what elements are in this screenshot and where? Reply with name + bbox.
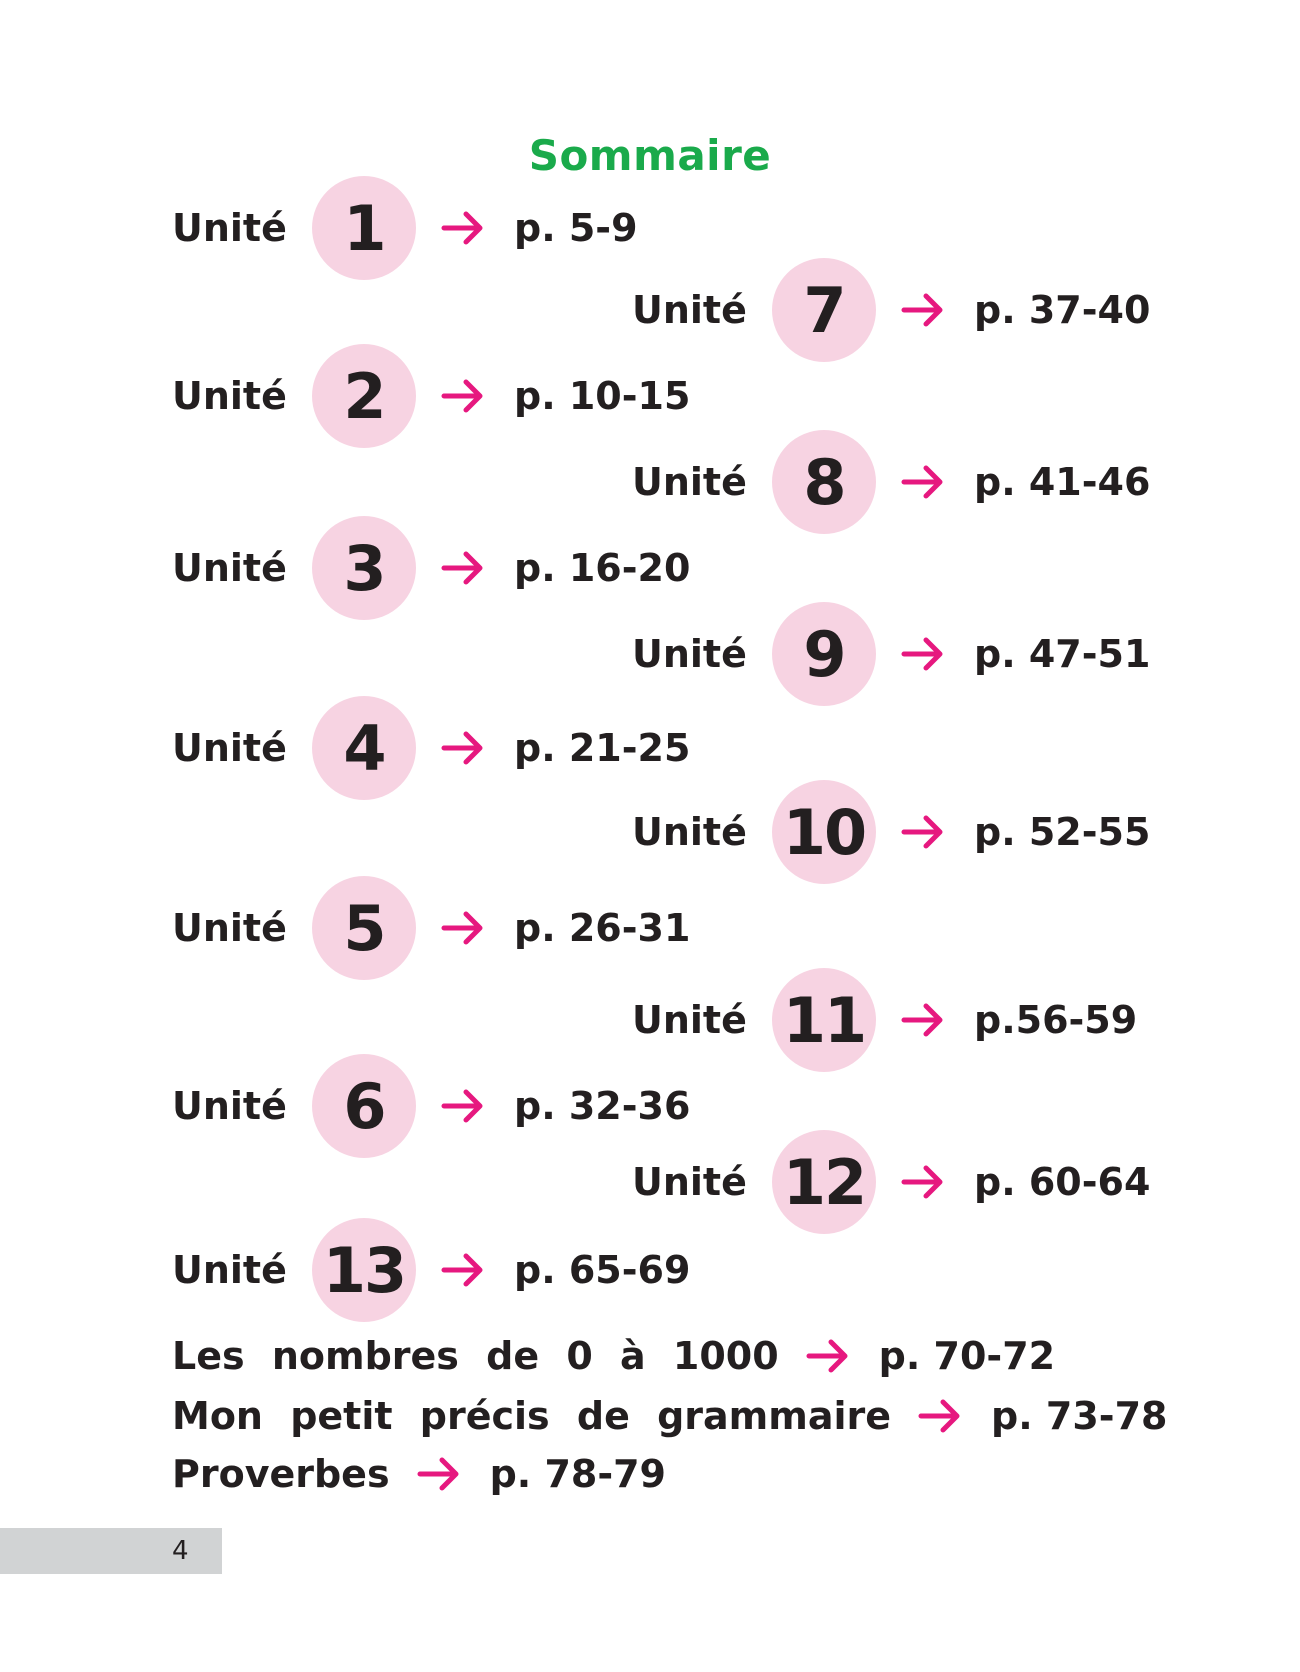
unit-pages: p. 52-55 [974, 810, 1151, 854]
unit-label: Unité [632, 810, 747, 854]
arrow-right-icon [900, 463, 948, 501]
arrow-right-icon [900, 635, 948, 673]
unit-pages: p. 37-40 [974, 288, 1151, 332]
extra-entry-pages: p. 70-72 [878, 1334, 1056, 1378]
unit-number-badge: 5 [312, 876, 416, 980]
unit-number-badge: 6 [312, 1054, 416, 1158]
unit-number-badge: 13 [312, 1218, 416, 1322]
unit-pages: p.56-59 [974, 998, 1138, 1042]
unit-number-badge: 10 [772, 780, 876, 884]
unit-number-badge: 9 [772, 602, 876, 706]
unit-row-9 [632, 602, 1192, 706]
unit-label: Unité [172, 374, 287, 418]
unit-number-badge: 4 [312, 696, 416, 800]
unit-pages: p. 41-46 [974, 460, 1151, 504]
unit-number-badge: 12 [772, 1130, 876, 1234]
unit-label: Unité [172, 906, 287, 950]
unit-pages: p. 26-31 [514, 906, 691, 950]
extra-entry-proverbs [172, 1444, 666, 1504]
unit-label: Unité [172, 206, 287, 250]
arrow-right-icon [900, 1001, 948, 1039]
unit-pages: p. 5-9 [514, 206, 638, 250]
unit-pages: p. 16-20 [514, 546, 691, 590]
extra-entry-pages: p. 78-79 [489, 1452, 666, 1496]
unit-number-badge: 7 [772, 258, 876, 362]
unit-pages: p. 60-64 [974, 1160, 1151, 1204]
arrow-right-icon [416, 1455, 464, 1493]
extra-entry-pages: p. 73-78 [991, 1394, 1168, 1438]
unit-number-badge: 11 [772, 968, 876, 1072]
unit-pages: p. 10-15 [514, 374, 691, 418]
unit-label: Unité [632, 288, 747, 332]
unit-row-10 [632, 780, 1192, 884]
page-number: 4 [172, 1536, 189, 1566]
arrow-right-icon [900, 1163, 948, 1201]
extra-entry-text: Mon petit précis de grammaire [172, 1394, 892, 1438]
arrow-right-icon [440, 729, 488, 767]
arrow-right-icon [440, 377, 488, 415]
unit-row-5 [172, 876, 732, 980]
arrow-right-icon [917, 1397, 965, 1435]
arrow-right-icon [440, 1087, 488, 1125]
extra-entry-text: Proverbes [172, 1452, 390, 1496]
unit-label: Unité [632, 998, 747, 1042]
arrow-right-icon [440, 209, 488, 247]
unit-label: Unité [632, 1160, 747, 1204]
unit-label: Unité [632, 632, 747, 676]
unit-label: Unité [172, 1248, 287, 1292]
unit-number-badge: 3 [312, 516, 416, 620]
unit-pages: p. 32-36 [514, 1084, 691, 1128]
arrow-right-icon [900, 291, 948, 329]
extra-entry-numbers [172, 1326, 1055, 1386]
unit-label: Unité [172, 546, 287, 590]
unit-label: Unité [632, 460, 747, 504]
arrow-right-icon [805, 1337, 853, 1375]
unit-row-13 [172, 1218, 732, 1322]
unit-pages: p. 47-51 [974, 632, 1151, 676]
unit-number-badge: 1 [312, 176, 416, 280]
unit-pages: p. 65-69 [514, 1248, 691, 1292]
unit-number-badge: 8 [772, 430, 876, 534]
arrow-right-icon [440, 549, 488, 587]
footer-bar [0, 1528, 222, 1574]
unit-pages: p. 21-25 [514, 726, 691, 770]
extra-entry-grammar [172, 1386, 1167, 1446]
unit-number-badge: 2 [312, 344, 416, 448]
extra-entry-text: Les nombres de 0 à 1000 [172, 1334, 779, 1378]
arrow-right-icon [440, 1251, 488, 1289]
arrow-right-icon [440, 909, 488, 947]
arrow-right-icon [900, 813, 948, 851]
unit-label: Unité [172, 726, 287, 770]
unit-label: Unité [172, 1084, 287, 1128]
page-title: Sommaire [528, 131, 772, 180]
